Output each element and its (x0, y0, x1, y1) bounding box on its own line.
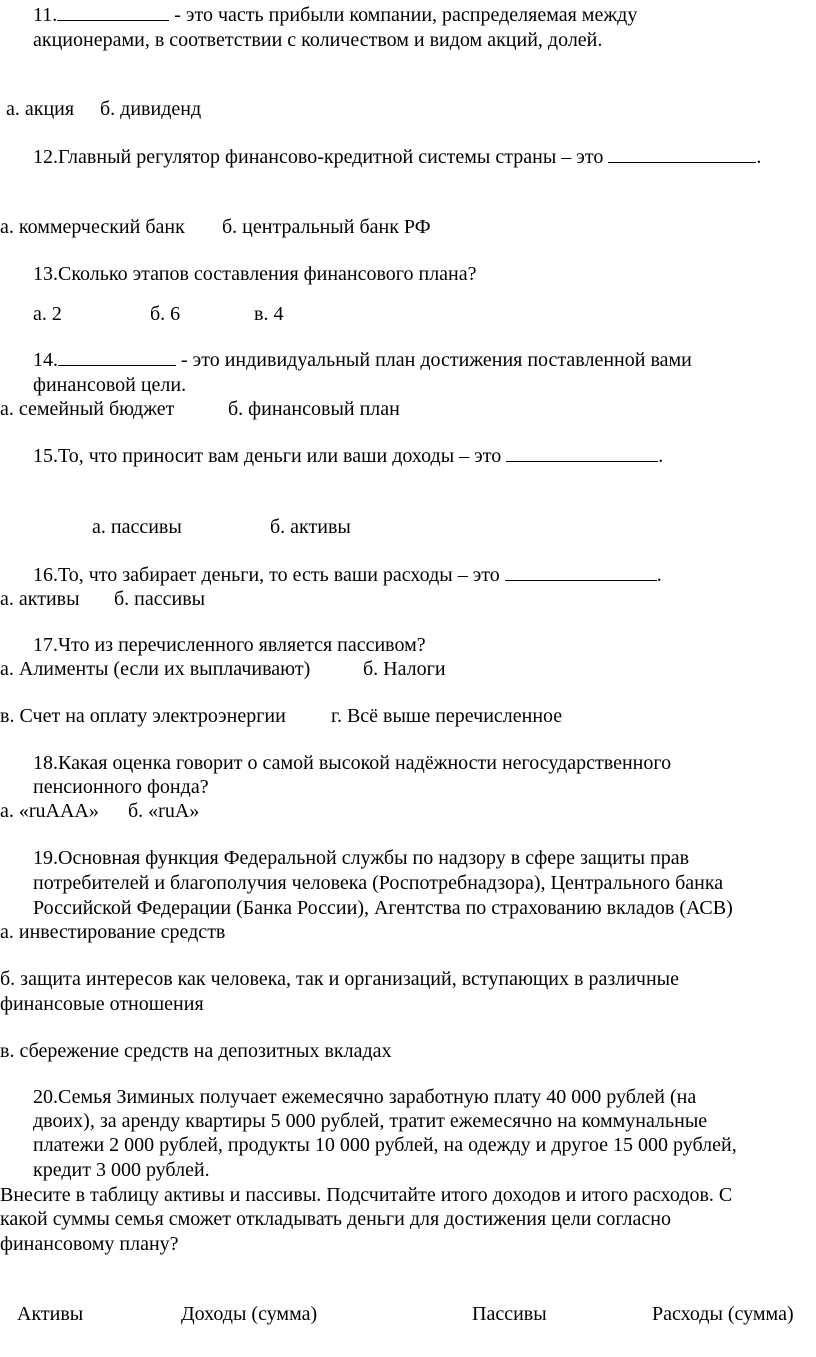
q19-option-c: в. сбережение средств на депозитных вкладах (0, 1040, 392, 1062)
q11-option-b: б. дивиденд (100, 98, 202, 120)
q13-option-c: в. 4 (254, 303, 284, 325)
q13-option-a: а. 2 (33, 303, 62, 325)
q12-text: 12.Главный регулятор финансово-кредитной системы страны – это (33, 146, 604, 168)
q16-line (33, 563, 662, 587)
q13-text: 13.Сколько этапов составления финансового плана? (33, 263, 477, 285)
table-header-liabilities: Пассивы (472, 1303, 547, 1325)
q17-option-a: а. Алименты (если их выплачивают) (0, 658, 311, 680)
q12-end: . (756, 146, 762, 168)
q15-end: . (658, 445, 664, 467)
q11-answer-blank[interactable] (57, 3, 169, 21)
q18-text-1: 18.Какая оценка говорит о самой высокой надёжности негосударственного (33, 752, 672, 774)
q19-text-3: Российской Федерации (Банка России), Агентства по страхованию вкладов (АСВ) (33, 897, 733, 919)
q11-line-1 (33, 3, 637, 27)
q15-option-b: б. активы (270, 516, 351, 538)
q20-task-1: Внесите в таблицу активы и пассивы. Подсчитайте итого доходов и итого расходов. С (0, 1184, 733, 1206)
q14-text-2: финансовой цели. (33, 374, 187, 396)
q19-text-2: потребителей и благополучия человека (Роспотребнадзора), Центрального банка (33, 872, 724, 894)
q16-answer-blank[interactable] (505, 563, 657, 581)
q14-option-b: б. финансовый план (228, 398, 400, 420)
table-header-expenses: Расходы (сумма) (652, 1303, 794, 1325)
q12-answer-blank[interactable] (608, 145, 756, 163)
q20-text-2: двоих), за аренду квартиры 5 000 рублей, тратит ежемесячно на коммунальные (33, 1110, 708, 1132)
q19-option-a: а. инвестирование средств (0, 921, 226, 943)
q20-text-3: платежи 2 000 рублей, продукты 10 000 рублей, на одежду и другое 15 000 рублей, (33, 1134, 737, 1156)
q19-text-1: 19.Основная функция Федеральной службы по надзору в сфере защиты прав (33, 847, 690, 869)
q11-number: 11. (33, 4, 58, 26)
table-header-assets: Активы (17, 1303, 84, 1325)
q14-number: 14. (33, 349, 58, 371)
q11-option-a: а. акция (6, 98, 75, 120)
q16-option-a: а. активы (0, 588, 80, 610)
q13-option-b: б. 6 (150, 303, 181, 325)
q14-option-a: а. семейный бюджет (0, 398, 175, 420)
table-header-income: Доходы (сумма) (181, 1303, 318, 1325)
q17-option-c: в. Счет на оплату электроэнергии (0, 705, 286, 727)
q17-option-d: г. Всё выше перечисленное (331, 705, 563, 727)
q16-text: 16.То, что забирает деньги, то есть ваши расходы – это (33, 564, 500, 586)
q16-option-b: б. пассивы (114, 588, 206, 610)
q12-line (33, 145, 761, 169)
q15-text: 15.То, что приносит вам деньги или ваши доходы – это (33, 445, 502, 467)
q12-option-b: б. центральный банк РФ (222, 216, 431, 238)
q14-line-1 (33, 348, 692, 372)
q17-text: 17.Что из перечисленного является пассивом? (33, 634, 426, 656)
q14-answer-blank[interactable] (58, 348, 176, 366)
q11-text-2: акционерами, в соответствии с количеством и видом акций, долей. (33, 29, 603, 51)
q19-option-b-1: б. защита интересов как человека, так и организаций, вступающих в различные (0, 968, 679, 990)
q20-task-2: какой суммы семья сможет откладывать деньги для достижения цели согласно (0, 1208, 671, 1230)
q15-option-a: а. пассивы (92, 516, 182, 538)
q18-text-2: пенсионного фонда? (33, 776, 209, 798)
q18-option-b: б. «ruA» (128, 800, 200, 822)
q17-option-b: б. Налоги (363, 658, 446, 680)
q16-end: . (656, 564, 662, 586)
q20-text-1: 20.Семья Зиминых получает ежемесячно заработную плату 40 000 рублей (на (33, 1086, 697, 1108)
q19-option-b-2: финансовые отношения (0, 993, 204, 1015)
q12-option-a: а. коммерческий банк (0, 216, 185, 238)
q14-text-1: - это индивидуальный план достижения поставленной вами (176, 349, 692, 371)
q15-answer-blank[interactable] (506, 444, 658, 462)
q15-line (33, 444, 663, 468)
q20-text-4: кредит 3 000 рублей. (33, 1159, 210, 1181)
q20-task-3: финансовому плану? (0, 1233, 179, 1255)
q18-option-a: а. «ruAAA» (0, 800, 99, 822)
q11-text-1: - это часть прибыли компании, распределяемая между (169, 4, 638, 26)
